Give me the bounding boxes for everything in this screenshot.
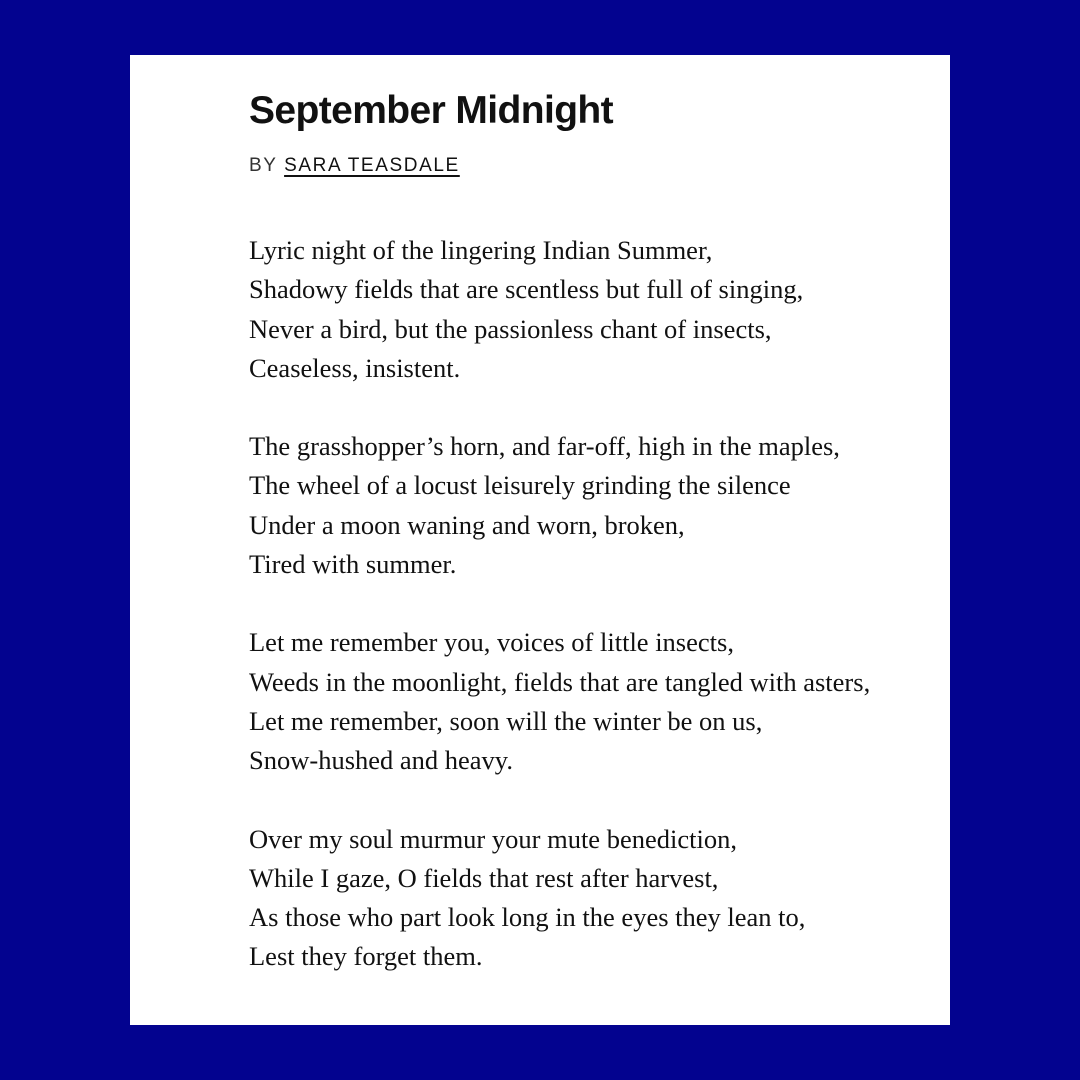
stanza bbox=[249, 820, 942, 977]
poem-line: As those who part look long in the eyes they lean to, bbox=[249, 902, 806, 933]
poem-line: Let me remember, soon will the winter be on us, bbox=[249, 705, 763, 736]
poem-line: Shadowy fields that are scentless but full of singing, bbox=[249, 274, 804, 305]
poem-card bbox=[130, 55, 950, 1025]
byline bbox=[249, 155, 460, 177]
poem-line: While I gaze, O fields that rest after harvest, bbox=[249, 862, 719, 893]
poem-line: Under a moon waning and worn, broken, bbox=[249, 509, 685, 540]
poem-line: Ceaseless, insistent. bbox=[249, 352, 461, 383]
poem-title: September Midnight bbox=[249, 89, 614, 132]
poem-line: Weeds in the moonlight, fields that are tangled with asters, bbox=[249, 666, 871, 697]
poem-line: The wheel of a locust leisurely grinding the silence bbox=[249, 470, 791, 501]
poem-body bbox=[249, 231, 942, 1016]
byline-prefix: BY bbox=[249, 155, 278, 176]
author-link[interactable]: SARA TEASDALE bbox=[284, 155, 460, 176]
poem-line: The grasshopper’s horn, and far-off, high in the maples, bbox=[249, 431, 840, 462]
stanza bbox=[249, 231, 942, 388]
poem-line: Lest they forget them. bbox=[249, 941, 483, 972]
poem-line: Over my soul murmur your mute benediction, bbox=[249, 823, 737, 854]
poem-line: Tired with summer. bbox=[249, 549, 457, 580]
stanza bbox=[249, 427, 942, 584]
stanza bbox=[249, 623, 942, 780]
poem-line: Let me remember you, voices of little insects, bbox=[249, 627, 734, 658]
poem-line: Lyric night of the lingering Indian Summer, bbox=[249, 235, 713, 265]
poem-line: Snow-hushed and heavy. bbox=[249, 745, 513, 776]
poem-line: Never a bird, but the passionless chant of insects, bbox=[249, 313, 772, 344]
